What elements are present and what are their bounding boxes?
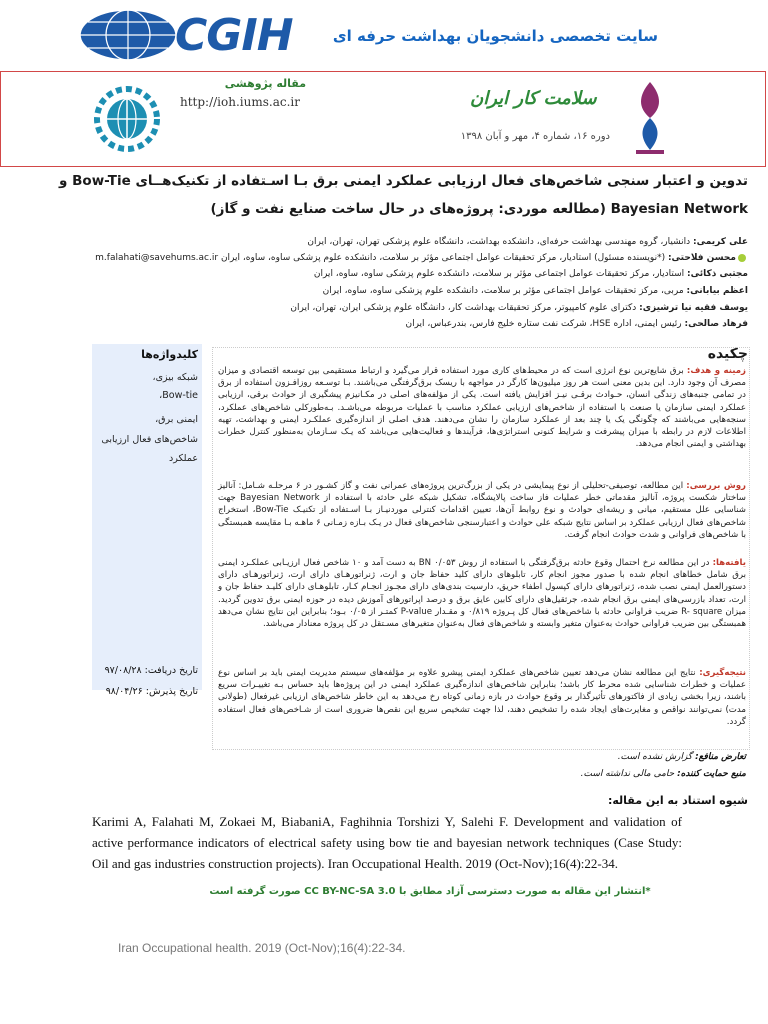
author-email[interactable]: m.falahati@savehums.ac.ir <box>95 253 219 263</box>
author-line <box>20 268 748 280</box>
received-value: ۹۷/۰۸/۲۸ <box>104 665 142 676</box>
section-text: برق شایع‌ترین نوع انرژی است که در محیط‌های کاری مورد استفاده قرار می‌گیرد و ارتباط مستقیمی بین توسعه اقتصادی و میزان مصرف آن وجود دارد. این بدین معنی است هر روز میلیون‌ها کارگر در مواجهه با ریسک برق‌گرفتگی می‌باشند. بـا توسـعه روزافـزون استفاده از برق در تمامی جنبه‌های زندگی انسان، حـوادث برقـی نیـز افزایش یافته است. یکی از مؤلفه‌های اصلی در مکـانیزم پیشگیری از حوادث برقی، ارزیابی عملکرد ایمنی سازمان یا صنعت با استفاده از شاخص‌های ارزیابی عملکرد مناسب با عملیات مربوطه می‌باشـد. بـه‌طورکلی شاخص‌های عملکرد، سنجه‌هایی می‌باشند که چگونگی یک یا چند بعد از عملکرد سازمان را نشان می‌دهند. هدف اصلی از اندازه‌گیری عملکـرد ایمنی و بهداشت، تهیه اطلاعات لازم در رابطه با میزان پیشرفت و شرایط کنونی استراتژی‌ها، فرآیندها و فعالیت‌هایی می‌باشد که یـک سـازمان به‌منظور کنترل خطرات بهداشتی و ایمنی انجام می‌دهد. <box>218 366 746 450</box>
section-text: در این مطالعه نرخ احتمال وقوع حادثه برق‌گرفتگی با استفاده از روش BN ۰/۰۵۳ به دست آمد و ۱۰ شاخص فعال ارزیـابی عملکـرد ایمنی برق شامل خطاهای انجام شده با صدور مجوز انجام کار، تابلوهای دارای کلید حفاظ جان و ارت، ژنراتورهـای دارای ارت، ژنراتورهـای دارای دستورالعمل ایمنی نصب شده، ژنراتورهای دارای کپسول اطفاء حریق، دارسیت بندی‌های دارای مجـوز انجـام کـار، تابلوهـای دارای کلیـد حفاظ جان و ارت، تعداد بازرسی‌های ایمنی برق انجام شده، جرثقیل‌های دارای کابین عایق برق و درصد اپراتورهای آموزش دیده در حوزه ایمنی برق تدوین گردید. میزان R- square ضریب فراوانی حادثه با شاخص‌های فعال کل پـروژه ۰/۸۱۹ و مقـدار P-value کمتـر از ۰/۰۵ بـود؛ بنابراین این نتایج نشان می‌دهد همبستگی بین ضریب فراوانی حوادث به‌عنوان متغیر وابسته و شاخص‌های فعال به‌عنوان متغیرهای مسـتقل در کل پروژه معنادار می‌باشد. <box>218 558 746 630</box>
author-line <box>20 318 748 330</box>
author-name: علی کریمی: <box>692 237 748 247</box>
received-date <box>96 665 198 676</box>
article-title-line1: تدوین و اعتبار سنجی شاخص‌های فعال ارزیابی عملکرد ایمنی برق بـا اسـتفاده از تکنیک‌هــای Bow-Tie و <box>59 173 748 189</box>
article-type: مقاله پژوهشی <box>224 77 306 90</box>
journal-url[interactable]: http://ioh.iums.ac.ir <box>180 95 300 109</box>
gear-globe-logo-icon <box>88 80 166 158</box>
author-line <box>20 236 748 248</box>
abstract-background <box>218 365 746 450</box>
author-affiliation: استادیار، مرکز تحقیقات عوامل اجتماعی مؤثر بر سلامت، دانشکده علوم پزشکی ساوه، ساوه، ایران <box>313 269 688 279</box>
author-name: یوسف فقیه نیا ترشیزی: <box>639 303 748 313</box>
journal-issue: دوره ۱۶، شماره ۴، مهر و آبان ۱۳۹۸ <box>460 131 610 142</box>
received-label: تاریخ دریافت: <box>144 665 198 676</box>
keyword-item: ایمنی برق، <box>155 414 198 425</box>
accepted-date <box>96 686 198 697</box>
keyword-item: شبکه بیزی، <box>152 372 198 383</box>
author-name: مجتبی ذکائی: <box>687 269 748 279</box>
section-label: روش بررسی: <box>686 481 746 491</box>
conflict-label: تعارض منافع: <box>695 752 746 762</box>
orcid-icon[interactable] <box>738 254 746 262</box>
accepted-label: تاریخ پذیرش: <box>145 686 198 697</box>
author-affiliation: دانشیار، گروه مهندسی بهداشت حرفه‌ای، دانشکده بهداشت، دانشگاه علوم پزشکی تهران، تهران، ایران <box>307 237 693 247</box>
keyword-item: شاخص‌های فعال ارزیابی <box>101 434 198 445</box>
university-logo-icon <box>630 78 670 158</box>
author-affiliation: دکترای علوم کامپیوتر، مرکز تحقیقات بهداشت کار، دانشگاه علوم پزشکی ایران، تهران، ایران <box>290 303 640 313</box>
funding-source <box>218 769 746 779</box>
section-label: نتیجه‌گیری: <box>699 668 746 678</box>
author-name: محسن فلاحتی: <box>667 253 736 263</box>
accepted-value: ۹۸/۰۴/۲۶ <box>105 686 143 697</box>
conflict-of-interest <box>218 752 746 762</box>
conflict-text: گزارش نشده است. <box>617 752 696 762</box>
author-line <box>20 285 748 297</box>
abstract-heading: چکیده <box>707 346 748 362</box>
author-name: اعظم بیابانی: <box>686 286 748 296</box>
keyword-item: عملکرد <box>168 453 198 464</box>
author-affiliation: رئیس ایمنی، اداره HSE، شرکت نفت ستاره خلیج فارس، بندرعباس، ایران <box>405 319 685 329</box>
author-line <box>20 302 748 314</box>
abstract-methods <box>218 480 746 541</box>
journal-name: سلامت کار ایران <box>470 88 597 109</box>
page-footer: Iran Occupational health. 2019 (Oct-Nov);16(4):22-34. <box>118 941 406 955</box>
section-text: این مطالعه، توصیفی-تحلیلی از نوع پیمایشی در یکی از بزرگ‌ترین پروژه‌های عمرانی نفت و گاز کشـور در ۶ مرحلـه شـامل: آنالیز ساختار شکست پروژه، آنالیز مقدماتی خطر عملیات فاز ساخت پالایشگاه، تشکیل شبکه علی حادثه با استفاده از Bayesian Network جهت شناسایی علل مستقیم، میانی و ریشه‌ای حوادث و نوع روابط آن‌ها، تعیین اقدامات کنترلی موردنیـاز بـا اسـتفاده از تکنیـک Bow-Tie، استخراج شاخص‌های فعال ارزیابی عملکرد بر اساس نتایج شبکه علی حوادث و اعتبارسنجی شاخص‌های فعال در یـک بـازه زمـانی ۶ ماهـه بـا مقایسه همبستگی با شاخص‌های فراوانی و شدت حوادث انجام گرفت. <box>218 481 746 540</box>
site-title: سایت تخصصی دانشجویان بهداشت حرفه ای <box>332 27 658 45</box>
author-name: فرهاد صالحی: <box>684 319 748 329</box>
globe-logo-icon <box>78 8 178 62</box>
section-text: نتایج این مطالعه نشان می‌دهد تعیین شاخص‌های عملکرد ایمنی پیشرو علاوه بر مؤلفه‌های سیستم مدیریت ایمنی باید بر اساس نوع عملیات و خطرات شناسایی شده محرط کار باشد؛ بنابراین شاخص‌های اندازه‌گیری عملکرد ایمنی در این پروژه‌ها باید حساس بـه تغییـرات سریع باشند، زیرا بخشی زیادی از فاکتورهای تأثیرگذار بر وقوع حوادث در بازه زمانی کوتاه رخ می‌دهد به این خاطر شاخص‌های ارزیابی غیرفعال (طولانی مدت) نمی‌توانند نواقص و مغایرت‌های ایجاد شده را تشخیص دهند، لذا جهت تشخیص سریع این نقص‌ها ضروری است از شـاخص‌های فعال استفاده گردد. <box>218 668 746 727</box>
keyword-item: Bow-tie، <box>159 390 198 401</box>
citation-text: Karimi A, Falahati M, Zokaei M, BiabaniA, Faghihnia Torshizi Y, Salehi F. Development and validation of active performance indicators of electrical safety using bow tie and bayesian network techniques (Case Study: Oil and gas industries construction projects). Iran Occupational Health. 2019 (Oct-Nov);16(4):22-34. <box>92 814 682 871</box>
citation-heading: شیوه استناد به این مقاله: <box>607 794 748 807</box>
license-note: *انتشار این مقاله به صورت دسترسی آزاد مطابق با CC BY-NC-SA 3.0 صورت گرفته است <box>209 886 651 897</box>
abstract-conclusion <box>218 667 746 728</box>
funding-text: حامی مالی نداشته است. <box>580 769 678 779</box>
author-line <box>20 252 748 264</box>
section-label: زمینه و هدف: <box>686 366 746 376</box>
abstract-findings <box>218 557 746 630</box>
cgih-logo: CGIH <box>175 10 293 61</box>
article-title-line2: Bayesian Network (مطالعه موردی: پروژه‌های در حال ساخت صنایع نفت و گاز) <box>210 201 748 217</box>
funding-label: منبع حمایت کننده: <box>677 769 746 779</box>
keywords-title: کلیدواژه‌ها <box>141 348 198 361</box>
author-affiliation: مربی، مرکز تحقیقات عوامل اجتماعی مؤثر بر سلامت، دانشکده علوم پزشکی ساوه، ساوه، ایران <box>322 286 687 296</box>
section-label: یافته‌ها: <box>712 558 746 568</box>
author-affiliation: (*نویسنده مسئول) استادیار، مرکز تحقیقات عوامل اجتماعی مؤثر بر سلامت، دانشکده علوم پزشکی ساوه، ساوه، ایران <box>220 253 668 263</box>
